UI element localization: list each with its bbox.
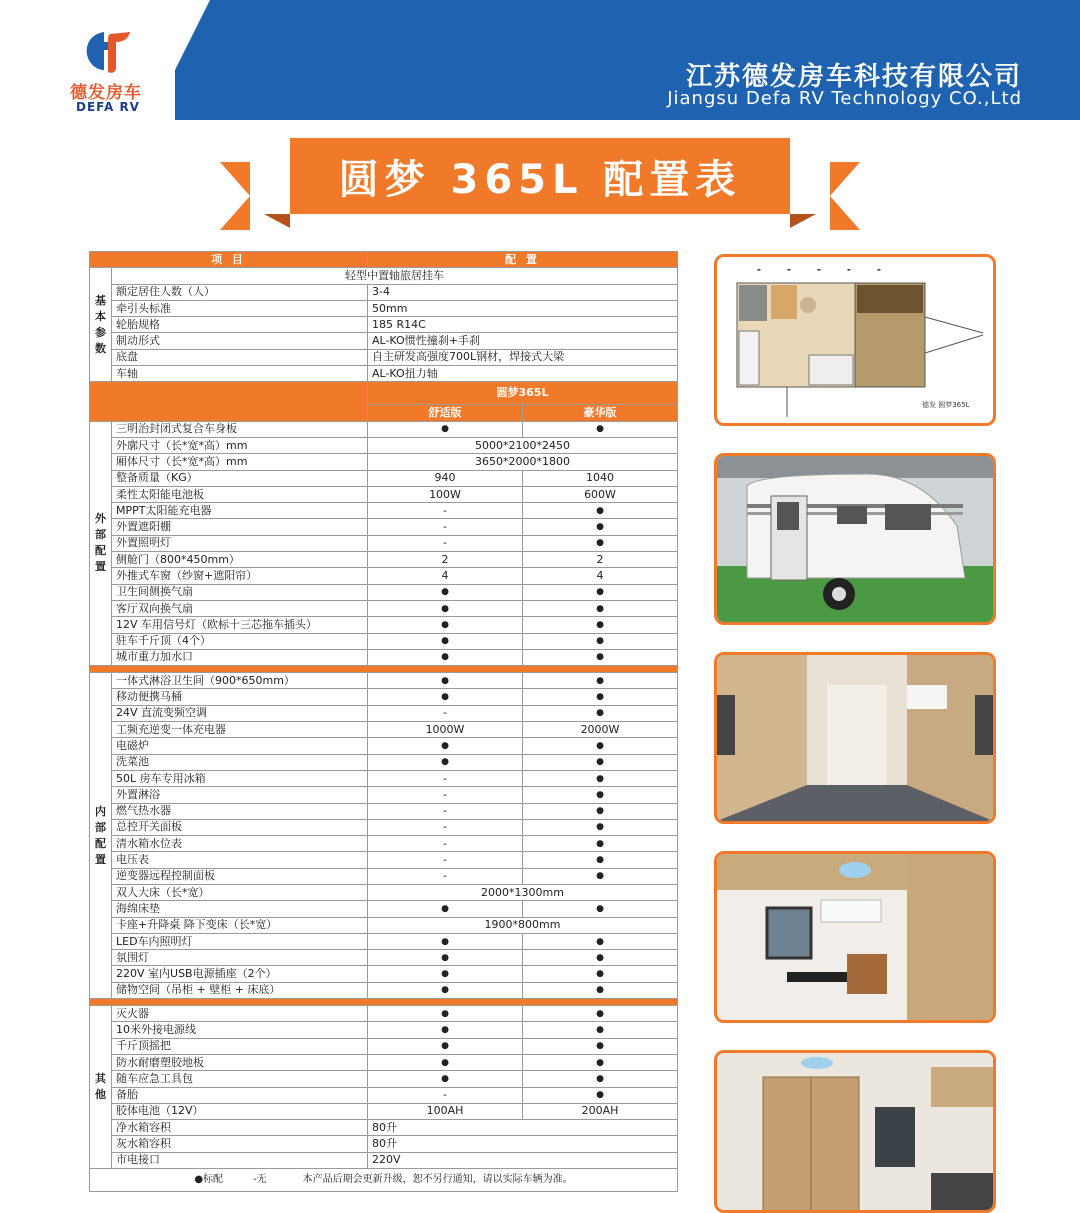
- row-label: LED车内照明灯: [112, 933, 368, 949]
- version-a-value: ●: [368, 738, 523, 754]
- row-label: 50L 房车专用冰箱: [112, 770, 368, 786]
- interior-photo-3: [714, 1050, 996, 1213]
- floorplan-caption: 德发 圆梦365L: [922, 401, 970, 409]
- category-label: 内部配置: [90, 673, 112, 999]
- table-row: [90, 421, 678, 437]
- version-a-value: ●: [368, 633, 523, 649]
- banner-fold-right: [790, 214, 816, 228]
- table-row: [90, 705, 678, 721]
- table-row: [90, 770, 678, 786]
- row-label: 市电接口: [112, 1152, 368, 1168]
- version-b-value: ●: [523, 982, 678, 998]
- row-label: 清水箱水位表: [112, 836, 368, 852]
- table-row: [90, 950, 678, 966]
- divider-cell: [90, 999, 678, 1006]
- table-row: [90, 933, 678, 949]
- row-label: 10米外接电源线: [112, 1022, 368, 1038]
- table-row: [90, 519, 678, 535]
- row-label: 净水箱容积: [112, 1120, 368, 1136]
- logo-text-cn: 德发房车: [70, 83, 142, 103]
- col-config-header: 配 置: [368, 252, 678, 268]
- row-label: 一体式淋浴卫生间（900*650mm）: [112, 673, 368, 689]
- table-row: [90, 1103, 678, 1119]
- svg-text:▬: ▬: [877, 267, 881, 272]
- version-a-value: -: [368, 852, 523, 868]
- table-row: [90, 300, 678, 316]
- row-label: 胶体电池（12V）: [112, 1103, 368, 1119]
- table-row: [90, 1087, 678, 1103]
- table-row: [90, 1071, 678, 1087]
- table-row: [90, 503, 678, 519]
- version-a-value: 1000W: [368, 722, 523, 738]
- table-row: [90, 689, 678, 705]
- version-b-value: ●: [523, 803, 678, 819]
- version-a-value: ●: [368, 982, 523, 998]
- table-row: [90, 738, 678, 754]
- col-item-header: 项 目: [90, 252, 368, 268]
- row-label: 洗菜池: [112, 754, 368, 770]
- version-a-value: 4: [368, 568, 523, 584]
- table-row: [90, 1152, 678, 1168]
- table-row: [90, 1006, 678, 1022]
- version-a-value: -: [368, 787, 523, 803]
- model-header-blank: [90, 382, 368, 421]
- interior-photo-2: [714, 851, 996, 1023]
- version-a-value: -: [368, 803, 523, 819]
- row-value: AL-KO惯性撞刹+手刹: [368, 333, 678, 349]
- version-a-value: -: [368, 819, 523, 835]
- version-b-value: ●: [523, 421, 678, 437]
- category-label: 外部配置: [90, 421, 112, 665]
- row-value: 50mm: [368, 300, 678, 316]
- logo-text-en: DEFA RV: [76, 100, 140, 114]
- table-row: [90, 633, 678, 649]
- row-value: AL-KO扭力轴: [368, 366, 678, 382]
- row-label: 总控开关面板: [112, 819, 368, 835]
- row-label: 制动形式: [112, 333, 368, 349]
- version-a-value: -: [368, 503, 523, 519]
- legend-row: [90, 1169, 678, 1192]
- version-b-value: 200AH: [523, 1103, 678, 1119]
- version-a-value: 940: [368, 470, 523, 486]
- row-label: 逆变器远程控制面板: [112, 868, 368, 884]
- version-b-value: ●: [523, 535, 678, 551]
- row-label: 外廓尺寸（长*宽*高）mm: [112, 437, 368, 453]
- version-a-value: -: [368, 836, 523, 852]
- table-row: [90, 1038, 678, 1054]
- banner-tail-left: [220, 162, 250, 230]
- defa-logo-icon: [82, 28, 134, 74]
- row-label: 外置照明灯: [112, 535, 368, 551]
- table-row: [90, 982, 678, 998]
- footnote: 本产品后期会更新升级，恕不另行通知，请以实际车辆为准。: [302, 1174, 573, 1186]
- table-row: [90, 454, 678, 470]
- category-label: 其他: [90, 1006, 112, 1169]
- version-b-value: ●: [523, 689, 678, 705]
- table-row: [90, 284, 678, 300]
- row-label: 卫生间侧换气扇: [112, 584, 368, 600]
- table-row: [90, 966, 678, 982]
- row-label: 整备质量（KG）: [112, 470, 368, 486]
- header-bar: [0, 0, 1080, 120]
- version-a-value: ●: [368, 689, 523, 705]
- title-banner: [220, 138, 860, 230]
- version-a-value: ●: [368, 901, 523, 917]
- version-b-value: ●: [523, 754, 678, 770]
- table-row: [90, 754, 678, 770]
- row-label: 燃气热水器: [112, 803, 368, 819]
- version-a-value: -: [368, 535, 523, 551]
- row-label: 侧舱门（800*450mm）: [112, 552, 368, 568]
- version-b-value: ●: [523, 705, 678, 721]
- table-row: [90, 317, 678, 333]
- version-b-value: ●: [523, 617, 678, 633]
- table-row: [90, 1054, 678, 1070]
- banner-ribbon: [290, 138, 790, 214]
- row-label: 厢体尺寸（长*宽*高）mm: [112, 454, 368, 470]
- version-b-value: ●: [523, 852, 678, 868]
- version-b-value: ●: [523, 519, 678, 535]
- svg-text:▬: ▬: [817, 267, 821, 272]
- version-b-value: 2000W: [523, 722, 678, 738]
- row-label: 工频充逆变一体充电器: [112, 722, 368, 738]
- table-row: [90, 584, 678, 600]
- row-label: 驻车千斤顶（4个）: [112, 633, 368, 649]
- table-row: [90, 1022, 678, 1038]
- row-label: 灰水箱容积: [112, 1136, 368, 1152]
- table-row: [90, 649, 678, 665]
- table-row: [90, 901, 678, 917]
- row-label: 外置淋浴: [112, 787, 368, 803]
- table-row: [90, 884, 678, 900]
- page-title: 圆梦 365L 配置表: [338, 156, 742, 203]
- version-a-value: ●: [368, 1071, 523, 1087]
- spec-table: [89, 251, 678, 1192]
- row-value: 80升: [368, 1120, 678, 1136]
- version-b-value: ●: [523, 868, 678, 884]
- row-label: 三明治封闭式复合车身板: [112, 421, 368, 437]
- row-label: 氛围灯: [112, 950, 368, 966]
- row-label: 24V 直流变频空调: [112, 705, 368, 721]
- version-b-value: ●: [523, 966, 678, 982]
- version-a-value: ●: [368, 584, 523, 600]
- version-a-header: 舒适版: [368, 405, 523, 421]
- table-row: [90, 722, 678, 738]
- version-a-value: ●: [368, 1006, 523, 1022]
- version-b-value: ●: [523, 1087, 678, 1103]
- version-b-value: 4: [523, 568, 678, 584]
- table-row: [90, 568, 678, 584]
- version-b-value: ●: [523, 933, 678, 949]
- interior-illustration-1: [717, 655, 993, 821]
- version-b-value: 2: [523, 552, 678, 568]
- row-label: 卡座+升降桌 降下变床（长*宽）: [112, 917, 368, 933]
- row-value: 1900*800mm: [368, 917, 678, 933]
- section-divider: [90, 999, 678, 1006]
- version-a-value: ●: [368, 600, 523, 616]
- version-b-value: ●: [523, 584, 678, 600]
- exterior-photo: [714, 453, 996, 625]
- row-label: 千斤顶摇把: [112, 1038, 368, 1054]
- table-row: [90, 852, 678, 868]
- version-b-value: ●: [523, 950, 678, 966]
- version-b-value: ●: [523, 673, 678, 689]
- interior-illustration-3: [717, 1053, 993, 1213]
- version-a-value: ●: [368, 421, 523, 437]
- legend-none: -无: [253, 1174, 267, 1186]
- version-b-value: 600W: [523, 486, 678, 502]
- version-a-value: 2: [368, 552, 523, 568]
- row-value: 5000*2100*2450: [368, 437, 678, 453]
- version-b-value: ●: [523, 770, 678, 786]
- version-b-value: 1040: [523, 470, 678, 486]
- row-label: 城市重力加水口: [112, 649, 368, 665]
- version-b-value: ●: [523, 836, 678, 852]
- table-row: [90, 333, 678, 349]
- row-label: 储物空间（吊柜 + 壁柜 + 床底）: [112, 982, 368, 998]
- company-name-en: Jiangsu Defa RV Technology CO.,Ltd: [667, 88, 1022, 109]
- interior-photo-1: [714, 652, 996, 824]
- logo-panel-diagonal: [150, 0, 210, 120]
- row-label: 电磁炉: [112, 738, 368, 754]
- table-row: [90, 486, 678, 502]
- version-a-value: 100AH: [368, 1103, 523, 1119]
- version-a-value: ●: [368, 754, 523, 770]
- category-label: 基本参数: [90, 268, 112, 382]
- version-b-value: ●: [523, 1006, 678, 1022]
- table-row: [90, 617, 678, 633]
- row-label: MPPT太阳能充电器: [112, 503, 368, 519]
- row-label: 轮胎规格: [112, 317, 368, 333]
- version-a-value: ●: [368, 1038, 523, 1054]
- row-label: 柔性太阳能电池板: [112, 486, 368, 502]
- version-b-value: ●: [523, 819, 678, 835]
- row-label: 外置遮阳棚: [112, 519, 368, 535]
- table-row: [90, 1120, 678, 1136]
- version-b-header: 豪华版: [523, 405, 678, 421]
- version-a-value: ●: [368, 950, 523, 966]
- version-a-value: -: [368, 519, 523, 535]
- row-value: 185 R14C: [368, 317, 678, 333]
- version-a-value: -: [368, 770, 523, 786]
- floorplan-drawing: [717, 257, 993, 423]
- version-b-value: ●: [523, 503, 678, 519]
- basic-top-cell: 轻型中置轴旅居挂车: [112, 268, 678, 284]
- row-value: 220V: [368, 1152, 678, 1168]
- svg-text:▬: ▬: [757, 267, 761, 272]
- version-a-value: ●: [368, 673, 523, 689]
- version-b-value: ●: [523, 1022, 678, 1038]
- model-header-row: [90, 382, 678, 405]
- table-row: [90, 803, 678, 819]
- version-b-value: ●: [523, 600, 678, 616]
- version-a-value: ●: [368, 649, 523, 665]
- table-row: [90, 552, 678, 568]
- table-row: [90, 349, 678, 365]
- interior-illustration-2: [717, 854, 993, 1020]
- row-label: 外推式车窗（纱窗+遮阳帘）: [112, 568, 368, 584]
- table-row: [90, 535, 678, 551]
- version-a-value: ●: [368, 966, 523, 982]
- legend-standard: ●标配: [194, 1174, 224, 1186]
- version-a-value: -: [368, 1087, 523, 1103]
- row-label: 车轴: [112, 366, 368, 382]
- row-label: 牵引头标准: [112, 300, 368, 316]
- table-row: [90, 366, 678, 382]
- row-label: 灭火器: [112, 1006, 368, 1022]
- row-label: 双人大床（长*宽）: [112, 884, 368, 900]
- legend-cell: [90, 1169, 678, 1192]
- company-name-cn: 江苏德发房车科技有限公司: [685, 62, 1022, 92]
- version-b-value: ●: [523, 633, 678, 649]
- section-divider: [90, 666, 678, 673]
- version-a-value: ●: [368, 1022, 523, 1038]
- svg-text:▬: ▬: [847, 267, 851, 272]
- row-label: 客厅双向换气扇: [112, 600, 368, 616]
- exterior-illustration: [717, 456, 993, 622]
- table-row: [90, 868, 678, 884]
- row-value: 3-4: [368, 284, 678, 300]
- row-label: 12V 车用信号灯（欧标十三芯拖车插头）: [112, 617, 368, 633]
- row-label: 备胎: [112, 1087, 368, 1103]
- table-header-row: [90, 252, 678, 268]
- version-b-value: ●: [523, 1038, 678, 1054]
- version-b-value: ●: [523, 1054, 678, 1070]
- table-row: [90, 470, 678, 486]
- version-a-value: ●: [368, 1054, 523, 1070]
- version-b-value: ●: [523, 901, 678, 917]
- version-a-value: -: [368, 705, 523, 721]
- banner-fold-left: [264, 214, 290, 228]
- table-row: [90, 836, 678, 852]
- row-label: 220V 室内USB电源插座（2个）: [112, 966, 368, 982]
- version-a-value: ●: [368, 933, 523, 949]
- row-label: 海绵床垫: [112, 901, 368, 917]
- version-a-value: -: [368, 868, 523, 884]
- table-row: [90, 437, 678, 453]
- row-label: 防水耐磨塑胶地板: [112, 1054, 368, 1070]
- svg-text:▬: ▬: [787, 267, 791, 272]
- version-b-value: ●: [523, 1071, 678, 1087]
- table-row: [90, 917, 678, 933]
- row-value: 自主研发高强度700L钢材，焊接式大梁: [368, 349, 678, 365]
- table-row: [90, 819, 678, 835]
- row-label: 移动便携马桶: [112, 689, 368, 705]
- table-row: [90, 673, 678, 689]
- table-row: [90, 600, 678, 616]
- row-value: 3650*2000*1800: [368, 454, 678, 470]
- row-value: 80升: [368, 1136, 678, 1152]
- row-label: 底盘: [112, 349, 368, 365]
- floorplan-photo: [714, 254, 996, 426]
- row-label: 随车应急工具包: [112, 1071, 368, 1087]
- version-a-value: ●: [368, 617, 523, 633]
- row-label: 额定居住人数（人）: [112, 284, 368, 300]
- row-value: 2000*1300mm: [368, 884, 678, 900]
- version-a-value: 100W: [368, 486, 523, 502]
- divider-cell: [90, 666, 678, 673]
- table-row: [90, 268, 678, 284]
- row-label: 电压表: [112, 852, 368, 868]
- table-row: [90, 787, 678, 803]
- version-b-value: ●: [523, 738, 678, 754]
- model-name: 圆梦365L: [368, 382, 678, 405]
- version-b-value: ●: [523, 787, 678, 803]
- version-b-value: ●: [523, 649, 678, 665]
- table-row: [90, 1136, 678, 1152]
- banner-tail-right: [830, 162, 860, 230]
